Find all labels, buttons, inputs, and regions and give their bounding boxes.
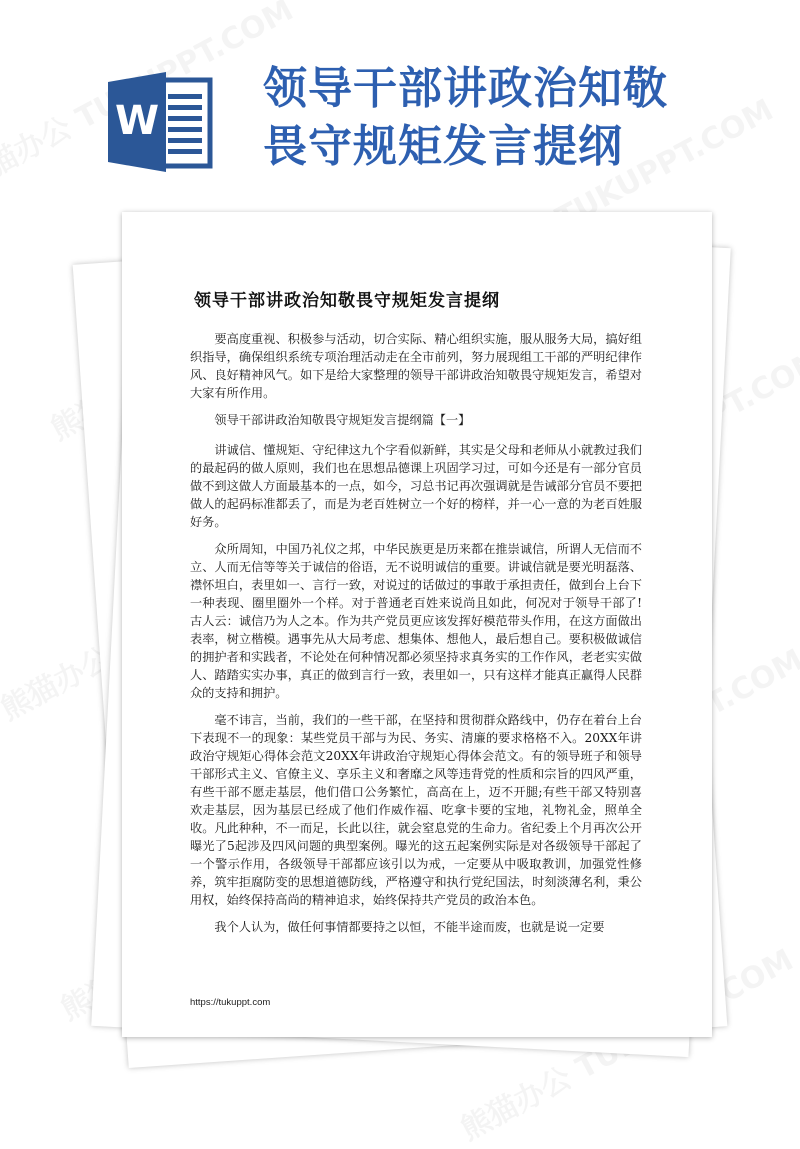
- paragraph: 要高度重视、积极参与活动，切合实际、精心组织实施，服从服务大局，搞好组织指导，确保组织系统专项治理活动走在全市前列，努力展现组工干部的严明纪律作风、良好精神风气。如下是给大家整理的领导干部讲政治知敬畏守规矩发言，希望对大家有所作用。: [190, 332, 642, 400]
- paragraph: 我个人认为，做任何事情都要持之以恒，不能半途而废，也就是说一定要: [214, 920, 605, 934]
- section-heading: 领导干部讲政治知敬畏守规矩发言提纲篇【一】: [214, 413, 471, 427]
- banner-title: 领导干部讲政治知敬畏守规矩发言提纲: [263, 63, 668, 172]
- paragraph: 讲诚信、懂规矩、守纪律这九个字看似新鲜，其实是父母和老师从小就教过我们的最起码的做人原则，我们也在思想品德课上巩固学习过，可如今还是有一部分官员做不到这做人方面最基本的一点，如今，习总书记再次强调就是告诫部分官员不要把做人的起码标准都丢了，而是为老百姓树立一个好的榜样，并一心一意的为老百姓服好务。: [190, 443, 642, 529]
- paragraph: 毫不讳言，当前，我们的一些干部，在坚持和贯彻群众路线中，仍存在着台上台下表现不一的现象：某些党员干部与为民、务实、清廉的要求格格不入。20XX年讲政治守规矩心得体会范文20XX年讲政治守规矩心得体会范文。有的领导班子和领导干部形式主义、官僚主义、享乐主义和奢靡之风等违背党的性质和宗旨的四风严重，有些干部不愿走基层，他们借口公务繁忙，高高在上，迈不开腿;有些干部又特别喜欢走基层，因为基层已经成了他们作威作福、吃拿卡要的宝地，礼物礼金，照单全收。凡此种种，不一而足，长此以往，就会窒息党的生命力。省纪委上个月再次公开曝光了5起涉及四风问题的典型案例。曝光的这五起案例实际是对各级领导干部起了一个警示作用，各级领导干部都应该引以为戒，一定要从中吸取教训，加强党性修养，筑牢拒腐防变的思想道德防线，严格遵守和执行党纪国法，时刻淡薄名利，秉公用权，始终保持高尚的精神追求，始终保持共产党员的政治本色。: [190, 713, 642, 907]
- banner: [0, 0, 800, 200]
- word-icon-letter: W: [114, 98, 160, 144]
- document-body: [190, 330, 642, 945]
- paragraph: 众所周知，中国乃礼仪之邦，中华民族更是历来都在推崇诚信，所谓人无信而不立、人而无信等等关于诚信的俗语，无不说明诚信的重要。讲诚信就是要光明磊落、襟怀坦白，表里如一、言行一致，对说过的话做过的事敢于承担责任，做到台上台下一种表现、圈里圈外一个样。对于普通老百姓来说尚且如此，何况对于领导干部了!古人云：诚信乃为人之本。作为共产党员更应该发挥好模范带头作用，在这方面做出表率，树立楷模。遇事先从大局考虑、想集体、想他人，最后想自己。要积极做诚信的拥护者和实践者，不论处在何种情况都必须坚持求真务实的工作作风，老老实实做人、踏踏实实办事，真正的做到言行一致，表里如一，只有这样才能真正赢得人民群众的支持和拥护。: [190, 542, 642, 700]
- word-document-icon: [108, 72, 218, 172]
- document-page: [122, 212, 712, 1037]
- footer-url: https://tukuppt.com: [190, 997, 271, 1008]
- document-title: 领导干部讲政治知敬畏守规矩发言提纲: [194, 291, 500, 311]
